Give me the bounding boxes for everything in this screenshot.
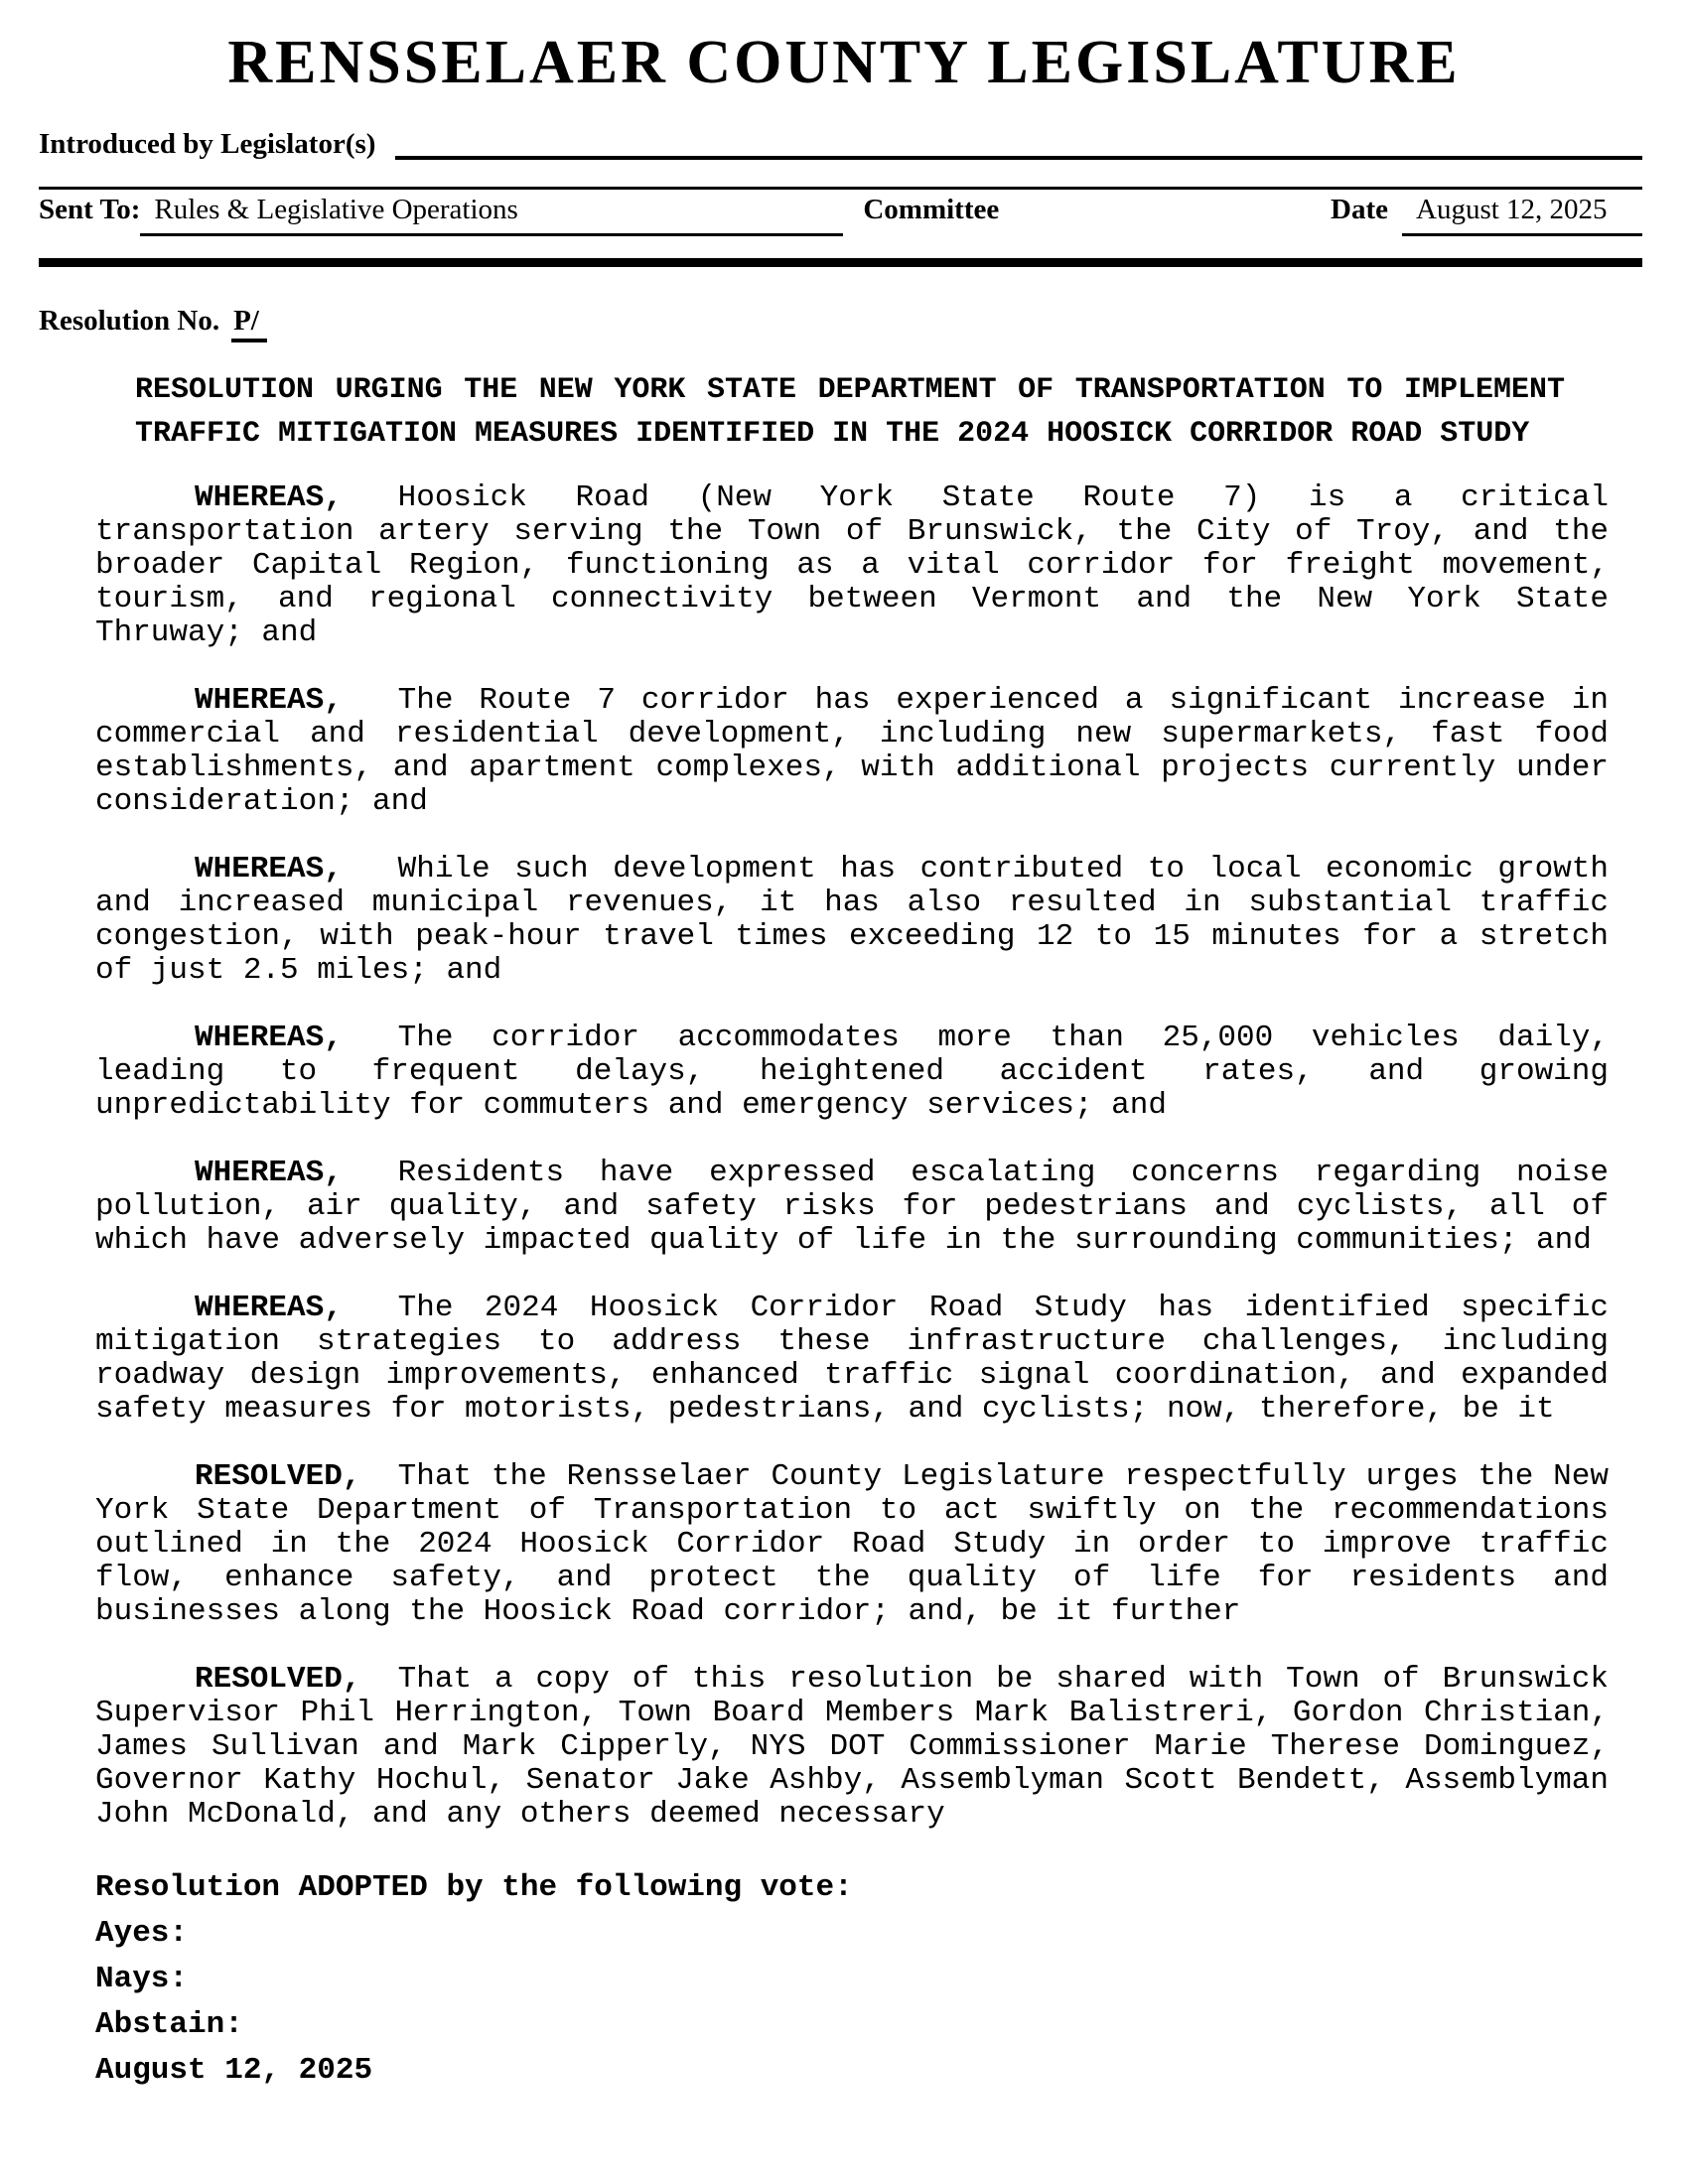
sent-to-label: Sent To: (39, 194, 141, 225)
whereas-paragraph-2 (95, 684, 1609, 819)
committee-label: Committee (863, 194, 1000, 225)
resolution-number-value: P/ (231, 305, 267, 342)
paragraph-text: The 2024 Hoosick Corridor Road Study has identified specific mitigation strategies to address these infrastructure challenges, including roadway design improvements, enhanced traffic signal coordination, and expanded safety measures for motorists, pedestrians, and cyclists; now, therefore, be it (95, 1291, 1609, 1427)
header-thick-rule (39, 258, 1642, 267)
paragraph-lead: WHEREAS, (195, 683, 343, 718)
paragraph-lead: WHEREAS, (195, 1021, 343, 1055)
paragraph-text: The Route 7 corridor has experienced a significant increase in commercial and residential development, including new supermarkets, fast food establishments, and apartment complexes, with additional projects currently under consideration; and (95, 683, 1609, 819)
date-label: Date (1331, 194, 1388, 225)
paragraph-text: Hoosick Road (New York State Route 7) is a critical transportation artery serving the Town of Brunswick, the City of Troy, and the broader Capital Region, functioning as a vital corridor for freight movement, tourism, and regional connectivity between Vermont and the New York State Thruway; and (95, 480, 1609, 650)
adopted-line: Resolution ADOPTED by the following vote: (95, 1870, 853, 1905)
paragraph-lead: WHEREAS, (195, 1156, 343, 1190)
vote-footer (95, 1865, 1609, 2094)
whereas-paragraph-5 (95, 1157, 1609, 1258)
whereas-paragraph-6 (95, 1292, 1609, 1427)
paragraph-lead: WHEREAS, (195, 480, 343, 515)
resolved-paragraph-1 (95, 1460, 1609, 1629)
paragraph-text: The corridor accommodates more than 25,000 vehicles daily, leading to frequent delays, heightened accident rates, and growing unpredictability for commuters and emergency services; and (95, 1021, 1609, 1123)
introduced-by-row (39, 125, 1642, 163)
introduced-by-blank-line (395, 156, 1642, 160)
abstain-line: Abstain: (95, 2007, 243, 2042)
nays-line: Nays: (95, 1962, 189, 1996)
resolution-title: RESOLUTION URGING THE NEW YORK STATE DEPARTMENT OF TRANSPORTATION TO IMPLEMENT TRAFFIC MITIGATION MEASURES IDENTIFIED IN THE 2024 HOOSICK CORRIDOR ROAD STUDY (135, 373, 1565, 451)
whereas-paragraph-1 (95, 481, 1609, 650)
whereas-paragraph-3 (95, 853, 1609, 988)
whereas-paragraph-4 (95, 1022, 1609, 1123)
resolution-number-label: Resolution No. (39, 305, 220, 337)
resolved-paragraph-2 (95, 1663, 1609, 1832)
paragraph-lead: RESOLVED, (195, 1662, 361, 1697)
resolution-number-row (39, 305, 1642, 342)
county-legislature-title: RENSSELAER COUNTY LEGISLATURE (227, 29, 1461, 96)
date-value: August 12, 2025 (1402, 192, 1642, 236)
paragraph-text: Residents have expressed escalating concerns regarding noise pollution, air quality, and safety risks for pedestrians and cyclists, all of which have adversely impacted quality of life in the surrounding communities; and (95, 1156, 1609, 1258)
paragraph-text: That a copy of this resolution be shared with Town of Brunswick Supervisor Phil Herrington, Town Board Members Mark Balistreri, Gordon Christian, James Sullivan and Mark Cipperly, NYS DOT Commissioner Marie Therese Dominguez, Governor Kathy Hochul, Senator Jake Ashby, Assemblyman Scott Bendett, Assemblyman John McDonald, and any others deemed necessary (95, 1662, 1609, 1832)
paragraph-lead: WHEREAS, (195, 1291, 343, 1325)
paragraph-text: While such development has contributed to local economic growth and increased municipal revenues, it has also resulted in substantial traffic congestion, with peak-hour travel times exceeding 12 to 15 minutes for a stretch of just 2.5 miles; and (95, 852, 1609, 988)
paragraph-lead: WHEREAS, (195, 852, 343, 887)
footer-date-line: August 12, 2025 (95, 2053, 373, 2088)
paragraph-lead: RESOLVED, (195, 1459, 361, 1494)
ayes-line: Ayes: (95, 1916, 189, 1951)
resolution-body (95, 481, 1609, 2094)
paragraph-text: That the Rensselaer County Legislature respectfully urges the New York State Department of Transportation to act swiftly on the recommendations outlined in the 2024 Hoosick Corridor Road Study in order to improve traffic flow, enhance safety, and protect the quality of life for residents and businesses along the Hoosick Road corridor; and, be it further (95, 1459, 1609, 1629)
sent-to-value: Rules & Legislative Operations (140, 192, 843, 236)
sent-to-row (39, 190, 1642, 236)
introduced-by-label: Introduced by Legislator(s) (39, 128, 376, 160)
